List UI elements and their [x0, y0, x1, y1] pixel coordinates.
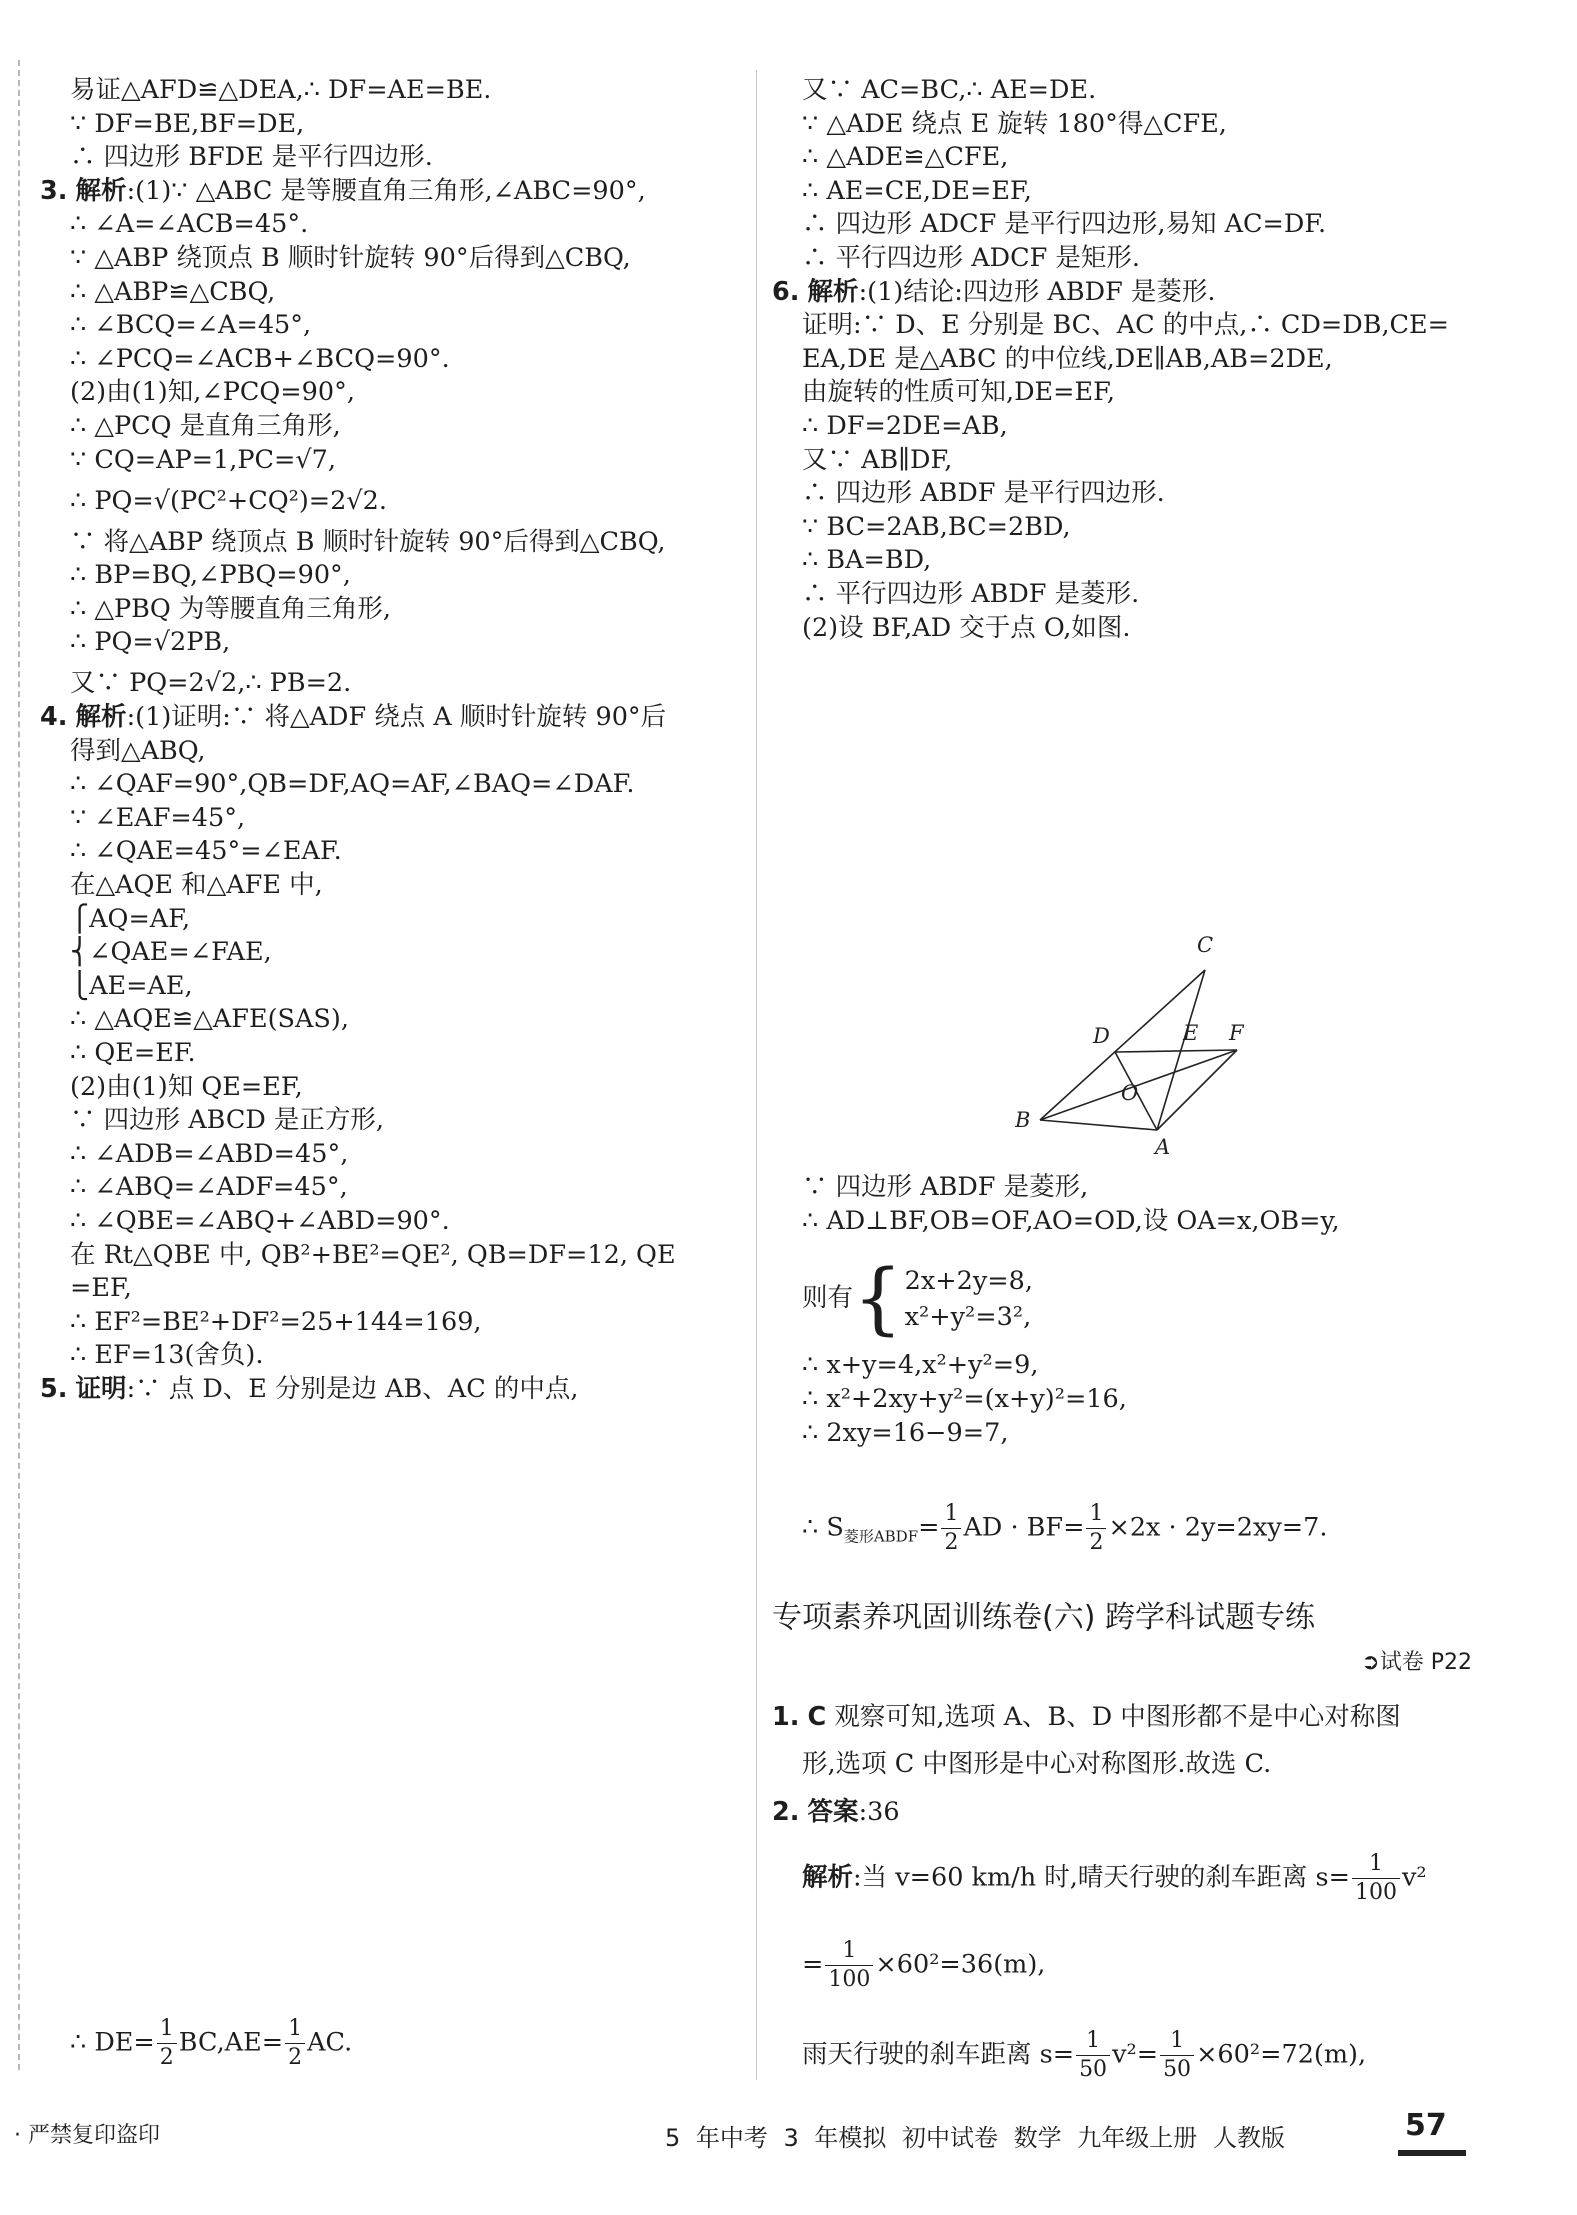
text-line — [772, 1416, 1008, 1450]
line-text: ∴ x+y=4,x²+y²=9, — [802, 1350, 1039, 1380]
answer-label: 解析 — [75, 175, 127, 206]
text-line — [772, 476, 1165, 510]
text-line — [772, 375, 1115, 409]
line-text: ∴ ∠PCQ=∠ACB+∠BCQ=90°. — [70, 343, 450, 374]
text-line — [772, 1382, 1127, 1416]
text-line — [40, 1372, 578, 1406]
label-d: D — [1093, 1024, 1110, 1048]
question-number: 6. — [772, 276, 800, 307]
line-text: ∴ 平行四边形 ABDF 是菱形. — [802, 579, 1140, 609]
label-b: B — [1015, 1108, 1031, 1132]
line-text: ⎨∠QAE=∠FAE, — [70, 937, 272, 968]
line-text: ∵ ∠EAF=45°, — [70, 802, 246, 833]
text-line — [40, 73, 491, 107]
diag-bf — [1040, 1050, 1237, 1120]
line-text: 得到△ABQ, — [70, 735, 206, 766]
text-line — [40, 592, 391, 626]
line-text: ∴ ∠QAF=90°,QB=DF,AQ=AF,∠BAQ=∠DAF. — [70, 769, 635, 800]
line-text: 又∵ AB∥DF, — [802, 444, 953, 475]
line-text: ∵ DF=BE,BF=DE, — [70, 108, 305, 139]
text-line — [772, 140, 1008, 174]
text-line — [40, 207, 308, 241]
line-text: ∴ ∠QBE=∠ABQ+∠ABD=90°. — [70, 1206, 450, 1236]
line-text: :∵ 点 D、E 分别是边 AB、AC 的中点, — [126, 1374, 579, 1404]
text-line — [40, 1204, 450, 1238]
line-text: 在△AQE 和△AFE 中, — [70, 870, 323, 900]
text-line — [40, 558, 351, 592]
line-text: ∴ ∠BCQ=∠A=45°, — [70, 310, 312, 341]
page-number-underline — [1398, 2150, 1466, 2156]
line-text: 在 Rt△QBE 中, QB²+BE²=QE², QB=DF=12, QE — [70, 1239, 676, 1270]
line-text: ∴ QE=EF. — [70, 1038, 196, 1068]
line-text: (2)由(1)知,∠PCQ=90°, — [70, 377, 355, 408]
line-text: ∵ 将△ABP 绕顶点 B 顺时针旋转 90°后得到△CBQ, — [70, 526, 666, 557]
section-reference: ➲试卷 P22 — [1361, 1650, 1472, 1675]
line-text: :(1)结论:四边形 ABDF 是菱形. — [858, 276, 1216, 307]
text-line — [40, 1002, 349, 1036]
text-line — [772, 1204, 1340, 1238]
page-number: 57 — [1405, 2108, 1447, 2143]
text-line — [40, 902, 190, 936]
line-text: ∴ 平行四边形 ADCF 是矩形. — [802, 243, 1140, 273]
line-text: ∴ x²+2xy+y²=(x+y)²=16, — [802, 1384, 1127, 1414]
text-line — [40, 1170, 348, 1204]
line-text: (2)由(1)知 QE=EF, — [70, 1071, 303, 1102]
line-text: ∴ ∠QAE=45°=∠EAF. — [70, 836, 342, 867]
text-line — [772, 577, 1139, 611]
line-text: 易证△AFD≌△DEA,∴ DF=AE=BE. — [70, 75, 492, 105]
section-title: 专项素养巩固训练卷(六) 跨学科试题专练 — [772, 1600, 1315, 1635]
line-text: EA,DE 是△ABC 的中位线,DE∥AB,AB=2DE, — [802, 343, 1333, 374]
rhombus-figure — [1015, 920, 1295, 1160]
line-text: ∵ △ADE 绕点 E 旋转 180°得△CFE, — [802, 108, 1227, 139]
line-text: ∴ △PCQ 是直角三角形, — [70, 411, 341, 441]
question-number: 5. — [40, 1374, 68, 1404]
line-text: ∴ 四边形 ABDF 是平行四边形. — [802, 478, 1165, 509]
text-line — [772, 409, 1008, 443]
text-line — [40, 275, 275, 309]
text-line — [40, 443, 336, 477]
text-line — [40, 140, 433, 174]
line-text: =EF, — [70, 1273, 132, 1304]
text-line — [40, 1305, 482, 1339]
line-text: 证明:∵ D、E 分别是 BC、AC 的中点,∴ CD=DB,CE= — [802, 310, 1450, 341]
line-text: ∴ PQ=√(PC²+CQ²)=2√2. — [70, 485, 387, 516]
label-e: E — [1183, 1021, 1199, 1045]
text-line — [40, 834, 342, 868]
line-text: ∴ △PBQ 为等腰直角三角形, — [70, 593, 391, 624]
text-line — [40, 409, 341, 443]
footer-book-info: 5 年中考 3 年模拟 初中试卷 数学 九年级上册 人教版 — [665, 2124, 1285, 2152]
text-line — [772, 241, 1140, 275]
label-a: A — [1155, 1135, 1171, 1159]
text-line — [40, 734, 206, 768]
answer-label: 证明 — [75, 1374, 127, 1404]
line-text: ∴ AE=CE,DE=EF, — [802, 175, 1032, 206]
edge-ba — [1040, 1120, 1157, 1130]
footer-copyright: · 严禁复印盗印 — [14, 2123, 160, 2148]
text-line — [40, 525, 666, 559]
text-line — [40, 868, 323, 902]
text-line — [772, 342, 1333, 376]
line-text: ∵ CQ=AP=1,PC=√7, — [70, 444, 336, 475]
line-text: ∴ PQ=√2PB, — [70, 627, 231, 658]
line-text: ⎩AE=AE, — [70, 970, 193, 1001]
line-text: :(1)∵ △ABC 是等腰直角三角形,∠ABC=90°, — [126, 175, 646, 206]
line-text: ∴ 四边形 ADCF 是平行四边形,易知 AC=DF. — [802, 209, 1327, 240]
line-text: ∴ EF=13(舍负). — [70, 1340, 264, 1371]
answer-label: 解析 — [807, 276, 859, 307]
text-line — [772, 1348, 1038, 1382]
line-text: 由旋转的性质可知,DE=EF, — [802, 377, 1115, 408]
text-line — [40, 1103, 384, 1137]
text-line — [40, 375, 355, 409]
text-line — [40, 1238, 676, 1272]
line-text: ∵ 四边形 ABDF 是菱形, — [802, 1172, 1089, 1202]
text-line — [40, 1338, 263, 1372]
line-text: ∴ DF=2DE=AB, — [802, 411, 1008, 441]
text-line — [40, 625, 230, 659]
text-line — [40, 241, 631, 275]
line-text: ∵ △ABP 绕顶点 B 顺时针旋转 90°后得到△CBQ, — [70, 243, 631, 273]
text-line — [772, 1170, 1088, 1204]
line-text: (2)设 BF,AD 交于点 O,如图. — [802, 612, 1131, 643]
label-f: F — [1229, 1021, 1244, 1045]
line-text: ∴ BP=BQ,∠PBQ=90°, — [70, 560, 351, 591]
text-line — [40, 1070, 303, 1104]
column-divider — [756, 70, 757, 2080]
text-line — [772, 275, 1215, 309]
text-line — [40, 484, 387, 518]
text-line — [40, 666, 351, 700]
text-line — [772, 73, 1096, 107]
line-text: ∴ △ABP≌△CBQ, — [70, 276, 276, 307]
text-line — [40, 700, 666, 734]
text-line — [772, 207, 1326, 241]
line-text: ∴ △ADE≌△CFE, — [802, 142, 1009, 173]
question-number: 3. — [40, 175, 68, 206]
line-text: 又∵ AC=BC,∴ AE=DE. — [802, 75, 1097, 105]
text-line — [40, 342, 450, 376]
text-line — [40, 969, 193, 1003]
line-text: ∴ BA=BD, — [802, 545, 932, 576]
text-line — [40, 767, 634, 801]
edge-df — [1115, 1050, 1237, 1052]
line-text: ∴ 2xy=16−9=7, — [802, 1418, 1009, 1448]
line-text: ∵ BC=2AB,BC=2BD, — [802, 511, 1071, 542]
line-text: 又∵ PQ=2√2,∴ PB=2. — [70, 668, 352, 699]
line-text: ∴ 四边形 BFDE 是平行四边形. — [70, 142, 433, 173]
text-line — [40, 1271, 132, 1305]
text-line — [772, 443, 952, 477]
text-line — [40, 107, 304, 141]
line-text: ∴ ∠A=∠ACB=45°. — [70, 209, 309, 240]
text-line — [40, 1036, 196, 1070]
line-text: ∴ △AQE≌△AFE(SAS), — [70, 1004, 349, 1035]
text-line — [40, 801, 245, 835]
line-text: :(1)证明:∵ 将△ADF 绕点 A 顺时针旋转 90°后 — [126, 702, 667, 732]
line-text: ∴ EF²=BE²+DF²=25+144=169, — [70, 1306, 482, 1337]
line-text: ∵ 四边形 ABCD 是正方形, — [70, 1105, 385, 1136]
line-text: ⎧AQ=AF, — [70, 903, 191, 934]
line-text: ∴ AD⊥BF,OB=OF,AO=OD,设 OA=x,OB=y, — [802, 1206, 1340, 1236]
text-line — [40, 1137, 348, 1171]
text-line — [772, 611, 1131, 645]
text-line — [772, 543, 931, 577]
text-line — [40, 308, 311, 342]
text-line — [772, 510, 1071, 544]
text-line — [40, 935, 272, 969]
answer-label: 解析 — [75, 702, 127, 732]
binding-dashed-line — [18, 60, 20, 2070]
text-line — [40, 174, 646, 208]
line-text: ∴ ∠ADB=∠ABD=45°, — [70, 1138, 349, 1169]
text-line — [772, 308, 1449, 342]
question-number: 4. — [40, 702, 68, 732]
text-line — [772, 174, 1032, 208]
label-c: C — [1197, 933, 1214, 957]
line-text: ∴ ∠ABQ=∠ADF=45°, — [70, 1172, 348, 1203]
label-o: O — [1121, 1081, 1139, 1105]
text-line — [772, 107, 1227, 141]
